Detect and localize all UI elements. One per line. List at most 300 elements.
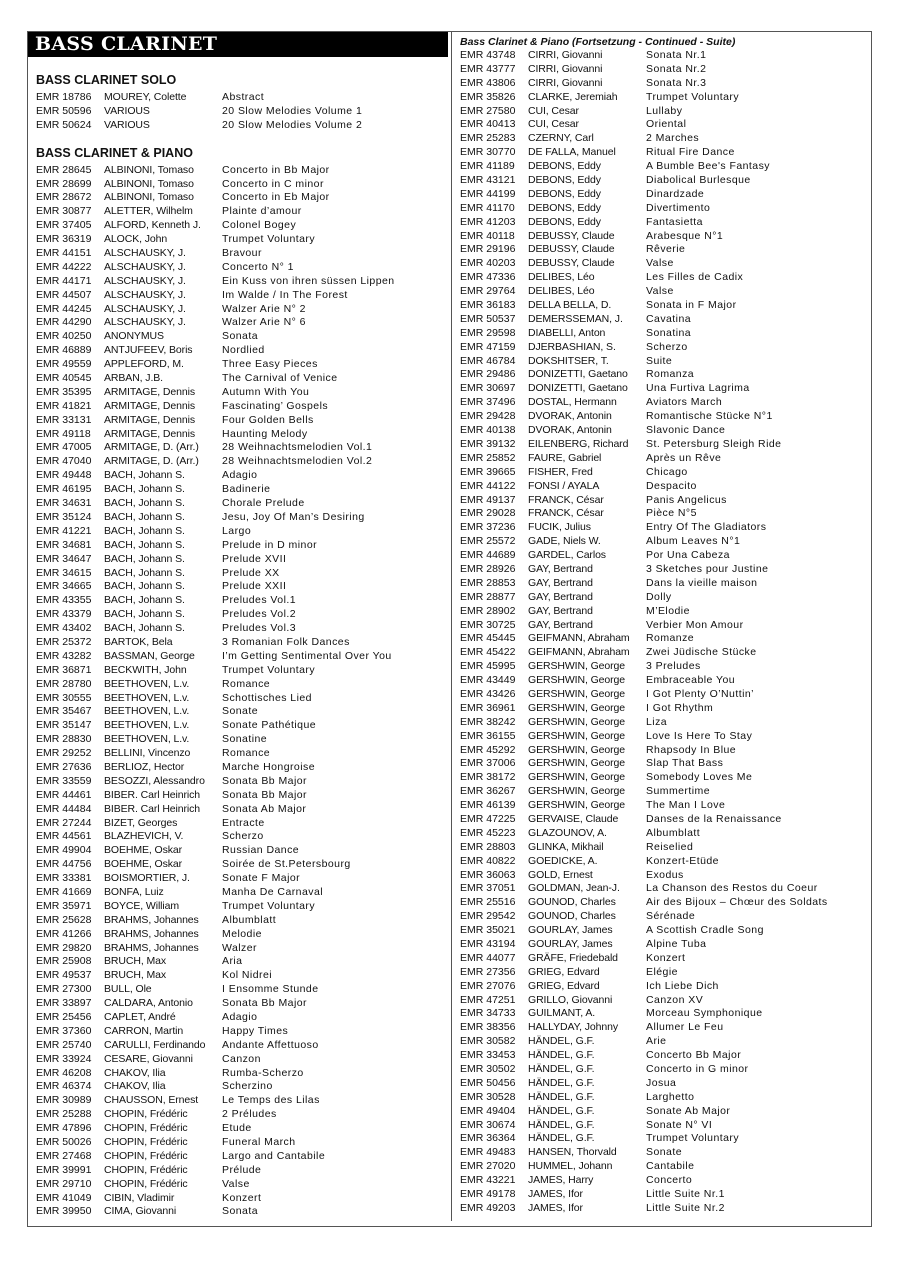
catalog-entry bbox=[36, 1192, 446, 1206]
catalog-number: EMR 37006 bbox=[460, 757, 516, 770]
work-title: Romantische Stücke N°1 bbox=[646, 410, 773, 423]
catalog-entry bbox=[460, 257, 870, 271]
catalog-number: EMR 47040 bbox=[36, 455, 92, 468]
work-title: Largo bbox=[222, 524, 252, 537]
composer: ALSCHAUSKY, J. bbox=[104, 260, 186, 273]
catalog-number: EMR 30697 bbox=[460, 382, 516, 395]
composer: GLAZOUNOV, A. bbox=[528, 826, 607, 839]
catalog-entry bbox=[460, 799, 870, 813]
work-title: Despacito bbox=[646, 479, 697, 492]
work-title: Scherzo bbox=[646, 340, 688, 353]
catalog-number: EMR 49559 bbox=[36, 358, 92, 371]
composer: GOEDICKE, A. bbox=[528, 854, 598, 867]
composer: DEBONS, Eddy bbox=[528, 160, 601, 173]
work-title: Sonata in F Major bbox=[646, 299, 737, 312]
catalog-entry bbox=[460, 910, 870, 924]
catalog-entry bbox=[460, 1021, 870, 1035]
work-title: Dinardzade bbox=[646, 187, 705, 200]
work-title: A Bumble Bee's Fantasy bbox=[646, 160, 770, 173]
catalog-entry bbox=[36, 386, 446, 400]
catalog-number: EMR 27020 bbox=[460, 1160, 516, 1173]
catalog-entry bbox=[460, 855, 870, 869]
composer: GAY, Bertrand bbox=[528, 604, 593, 617]
catalog-entry bbox=[460, 813, 870, 827]
catalog-entry bbox=[460, 382, 870, 396]
work-title: Walzer bbox=[222, 941, 257, 954]
catalog-number: EMR 35147 bbox=[36, 719, 92, 732]
catalog-number: EMR 44484 bbox=[36, 802, 92, 815]
work-title: Sonata Nr.1 bbox=[646, 49, 707, 61]
catalog-entry bbox=[36, 719, 446, 733]
catalog-number: EMR 34733 bbox=[460, 1007, 516, 1020]
composer: DEBUSSY, Claude bbox=[528, 229, 615, 242]
work-title: Sonata Nr.3 bbox=[646, 76, 707, 89]
catalog-number: EMR 35124 bbox=[36, 510, 92, 523]
catalog-entry bbox=[460, 63, 870, 77]
composer: GAY, Bertrand bbox=[528, 618, 593, 631]
catalog-entry bbox=[460, 952, 870, 966]
work-title: M’Elodie bbox=[646, 604, 690, 617]
catalog-entry bbox=[36, 580, 446, 594]
composer: BEETHOVEN, L.v. bbox=[104, 705, 190, 718]
catalog-entry bbox=[460, 1007, 870, 1021]
work-title: Valse bbox=[222, 1177, 250, 1190]
composer: CARRON, Martin bbox=[104, 1024, 184, 1037]
catalog-entry bbox=[460, 452, 870, 466]
catalog-number: EMR 50456 bbox=[460, 1076, 516, 1089]
work-title: Preludes Vol.2 bbox=[222, 608, 297, 621]
work-title: Prelude XXII bbox=[222, 580, 287, 593]
catalog-entry bbox=[460, 1119, 870, 1133]
composer: BRUCH, Max bbox=[104, 955, 167, 968]
work-title: St. Petersburg Sleigh Ride bbox=[646, 437, 782, 450]
catalog-entry bbox=[36, 1011, 446, 1025]
composer: GOURLAY, James bbox=[528, 924, 613, 937]
work-title: I Got Plenty O’Nuttin’ bbox=[646, 687, 754, 700]
composer: BOEHME, Oskar bbox=[104, 858, 183, 871]
composer: GEIFMANN, Abraham bbox=[528, 632, 630, 645]
composer: ALSCHAUSKY, J. bbox=[104, 274, 186, 287]
catalog-number: EMR 30582 bbox=[460, 1035, 516, 1048]
composer: CHOPIN, Frédéric bbox=[104, 1177, 188, 1190]
composer: DEBUSSY, Claude bbox=[528, 243, 615, 256]
composer: ALSCHAUSKY, J. bbox=[104, 316, 186, 329]
composer: GAY, Bertrand bbox=[528, 562, 593, 575]
piano-heading: BASS CLARINET & PIANO bbox=[36, 145, 193, 160]
catalog-entry bbox=[460, 744, 870, 758]
catalog-entry bbox=[460, 716, 870, 730]
work-title: Ich Liebe Dich bbox=[646, 979, 719, 992]
work-title: Concerto bbox=[646, 1174, 693, 1187]
catalog-number: EMR 36364 bbox=[460, 1132, 516, 1145]
catalog-entry bbox=[36, 1053, 446, 1067]
composer: ALSCHAUSKY, J. bbox=[104, 302, 186, 315]
work-title: Konzert bbox=[646, 951, 686, 964]
composer: CHOPIN, Frédéric bbox=[104, 1108, 188, 1121]
catalog-entry bbox=[36, 594, 446, 608]
catalog-entry bbox=[460, 1174, 870, 1188]
composer: ALETTER, Wilhelm bbox=[104, 205, 193, 218]
catalog-entry bbox=[460, 285, 870, 299]
composer: VARIOUS bbox=[104, 104, 150, 117]
composer: ARMITAGE, D. (Arr.) bbox=[104, 441, 199, 454]
composer: GRIEG, Edvard bbox=[528, 979, 600, 992]
column-divider bbox=[451, 31, 452, 1221]
catalog-number: EMR 36063 bbox=[460, 868, 516, 881]
catalog-number: EMR 28902 bbox=[460, 604, 516, 617]
catalog-number: EMR 44561 bbox=[36, 830, 92, 843]
composer: CIRRI, Giovanni bbox=[528, 62, 603, 75]
composer: BACH, Johann S. bbox=[104, 483, 185, 496]
catalog-entry bbox=[460, 494, 870, 508]
catalog-entry bbox=[460, 118, 870, 132]
catalog-entry bbox=[460, 1035, 870, 1049]
catalog-entry bbox=[36, 303, 446, 317]
catalog-entry bbox=[460, 230, 870, 244]
catalog-number: EMR 40118 bbox=[460, 229, 515, 242]
composer: CHAUSSON, Ernest bbox=[104, 1094, 199, 1107]
catalog-number: EMR 37236 bbox=[460, 521, 516, 534]
composer: GOUNOD, Charles bbox=[528, 910, 616, 923]
catalog-number: EMR 49448 bbox=[36, 469, 92, 482]
composer: GUILMANT, A. bbox=[528, 1007, 596, 1020]
composer: CHOPIN, Frédéric bbox=[104, 1149, 188, 1162]
composer: BACH, Johann S. bbox=[104, 510, 185, 523]
work-title: Danses de la Renaissance bbox=[646, 812, 782, 825]
composer: BIBER. Carl Heinrich bbox=[104, 788, 201, 801]
catalog-number: EMR 44077 bbox=[460, 951, 516, 964]
catalog-entry bbox=[460, 355, 870, 369]
work-title: Konzert bbox=[222, 1191, 262, 1204]
catalog-entry bbox=[460, 577, 870, 591]
catalog-number: EMR 33924 bbox=[36, 1052, 92, 1065]
work-title: Preludes Vol.1 bbox=[222, 594, 297, 607]
catalog-number: EMR 36155 bbox=[460, 729, 516, 742]
composer: DEMERSSEMAN, J. bbox=[528, 312, 623, 325]
composer: GLINKA, Mikhail bbox=[528, 840, 604, 853]
catalog-number: EMR 36267 bbox=[460, 785, 516, 798]
catalog-number: EMR 43121 bbox=[460, 174, 516, 187]
composer: BACH, Johann S. bbox=[104, 469, 185, 482]
work-title: A Scottish Cradle Song bbox=[646, 924, 764, 937]
catalog-number: EMR 41669 bbox=[36, 885, 92, 898]
catalog-entry bbox=[36, 705, 446, 719]
catalog-entry bbox=[460, 827, 870, 841]
catalog-entry bbox=[36, 1205, 446, 1219]
work-title: Sonate bbox=[222, 705, 258, 718]
composer: CAPLET, André bbox=[104, 1011, 176, 1023]
work-title: Sérénade bbox=[646, 910, 696, 923]
composer: BACH, Johann S. bbox=[104, 594, 185, 607]
composer: CHAKOV, Ilia bbox=[104, 1066, 166, 1079]
catalog-entry bbox=[36, 692, 446, 706]
catalog-number: EMR 30725 bbox=[460, 618, 516, 631]
composer: DEBONS, Eddy bbox=[528, 201, 601, 214]
catalog-number: EMR 28877 bbox=[460, 590, 516, 603]
catalog-number: EMR 41821 bbox=[36, 399, 92, 412]
composer: ARMITAGE, Dennis bbox=[104, 399, 195, 412]
catalog-number: EMR 39665 bbox=[460, 465, 516, 478]
work-title: Embraceable You bbox=[646, 674, 736, 687]
work-title: Fantasietta bbox=[646, 215, 703, 228]
catalog-entry bbox=[36, 872, 446, 886]
catalog-number: EMR 35971 bbox=[36, 899, 92, 912]
catalog-number: EMR 50596 bbox=[36, 104, 92, 117]
composer: CARULLI, Ferdinando bbox=[104, 1038, 206, 1051]
composer: GERSHWIN, George bbox=[528, 785, 626, 798]
work-title: Liza bbox=[646, 715, 668, 728]
catalog-entry bbox=[460, 1188, 870, 1202]
work-title: Trumpet Voluntary bbox=[222, 899, 316, 912]
catalog-number: EMR 44507 bbox=[36, 288, 92, 301]
catalog-entry bbox=[460, 271, 870, 285]
work-title: Sonata Ab Major bbox=[222, 802, 307, 815]
catalog-number: EMR 30989 bbox=[36, 1094, 92, 1107]
catalog-number: EMR 49404 bbox=[460, 1104, 516, 1117]
work-title: Slavonic Dance bbox=[646, 424, 726, 437]
composer: BERLIOZ, Hector bbox=[104, 760, 185, 773]
piano-list bbox=[36, 164, 446, 1220]
composer: HÄNDEL, G.F. bbox=[528, 1132, 595, 1145]
composer: JAMES, Harry bbox=[528, 1174, 594, 1187]
work-title: Entry Of The Gladiators bbox=[646, 521, 767, 534]
composer: ARMITAGE, Dennis bbox=[104, 427, 195, 440]
composer: CALDARA, Antonio bbox=[104, 997, 193, 1010]
catalog-entry bbox=[36, 928, 446, 942]
work-title: Sonata Bb Major bbox=[222, 788, 307, 801]
catalog-entry bbox=[460, 480, 870, 494]
catalog-number: EMR 25908 bbox=[36, 955, 92, 968]
work-title: Morceau Symphonique bbox=[646, 1007, 763, 1020]
catalog-number: EMR 29196 bbox=[460, 243, 516, 256]
work-title: Prelude XVII bbox=[222, 552, 287, 565]
catalog-entry bbox=[36, 1164, 446, 1178]
composer: DELIBES, Léo bbox=[528, 271, 595, 284]
catalog-entry bbox=[36, 608, 446, 622]
catalog-entry bbox=[36, 775, 446, 789]
catalog-number: EMR 40250 bbox=[36, 330, 92, 343]
catalog-entry bbox=[460, 174, 870, 188]
work-title: Larghetto bbox=[646, 1090, 695, 1103]
catalog-entry bbox=[460, 563, 870, 577]
catalog-entry bbox=[36, 914, 446, 928]
catalog-number: EMR 29764 bbox=[460, 285, 516, 298]
composer: DE FALLA, Manuel bbox=[528, 146, 616, 159]
catalog-number: EMR 18786 bbox=[36, 91, 92, 103]
composer: BRAHMS, Johannes bbox=[104, 927, 199, 940]
catalog-number: EMR 27244 bbox=[36, 816, 92, 829]
composer: BACH, Johann S. bbox=[104, 524, 185, 537]
catalog-number: EMR 29710 bbox=[36, 1177, 92, 1190]
work-title: Romanze bbox=[646, 632, 695, 645]
catalog-number: EMR 45445 bbox=[460, 632, 516, 645]
catalog-number: EMR 30674 bbox=[460, 1118, 516, 1131]
catalog-entry bbox=[460, 160, 870, 174]
catalog-entry bbox=[460, 1146, 870, 1160]
work-title: Etude bbox=[222, 1122, 252, 1135]
catalog-number: EMR 35467 bbox=[36, 705, 92, 718]
work-title: La Chanson des Restos du Coeur bbox=[646, 882, 818, 895]
composer: HÄNDEL, G.F. bbox=[528, 1063, 595, 1076]
catalog-number: EMR 39991 bbox=[36, 1163, 92, 1176]
composer: GERVAISE, Claude bbox=[528, 812, 619, 825]
work-title: I Ensomme Stunde bbox=[222, 983, 319, 996]
catalog-entry bbox=[460, 980, 870, 994]
catalog-number: EMR 27636 bbox=[36, 760, 92, 773]
work-title: Preludes Vol.3 bbox=[222, 622, 297, 635]
composer: ANTJUFEEV, Boris bbox=[104, 344, 193, 357]
catalog-number: EMR 30528 bbox=[460, 1090, 516, 1103]
composer: CIRRI, Giovanni bbox=[528, 76, 603, 89]
catalog-entry bbox=[460, 938, 870, 952]
catalog-number: EMR 29486 bbox=[460, 368, 516, 381]
work-title: Kol Nidrei bbox=[222, 969, 273, 982]
composer: BOEHME, Oskar bbox=[104, 844, 183, 857]
work-title: Diabolical Burlesque bbox=[646, 174, 751, 187]
catalog-number: EMR 43402 bbox=[36, 622, 92, 635]
work-title: Albumblatt bbox=[646, 826, 701, 839]
work-title: Soirée de St.Petersbourg bbox=[222, 858, 351, 871]
work-title: Aviators March bbox=[646, 396, 723, 409]
catalog-entry bbox=[460, 1077, 870, 1091]
work-title: Albumblatt bbox=[222, 913, 277, 926]
catalog-entry bbox=[36, 164, 446, 178]
catalog-entry bbox=[36, 942, 446, 956]
catalog-entry bbox=[36, 1025, 446, 1039]
catalog-number: EMR 44199 bbox=[460, 187, 516, 200]
catalog-number: EMR 43282 bbox=[36, 649, 92, 662]
catalog-number: EMR 29028 bbox=[460, 507, 516, 520]
composer: JAMES, Ifor bbox=[528, 1201, 583, 1214]
catalog-number: EMR 39132 bbox=[460, 437, 516, 450]
right-column bbox=[460, 35, 870, 1216]
catalog-number: EMR 50624 bbox=[36, 118, 92, 131]
composer: CIMA, Giovanni bbox=[104, 1205, 177, 1218]
catalog-entry bbox=[36, 91, 446, 105]
catalog-entry bbox=[36, 1094, 446, 1108]
catalog-number: EMR 33559 bbox=[36, 774, 92, 787]
composer: BACH, Johann S. bbox=[104, 497, 185, 510]
catalog-entry bbox=[460, 299, 870, 313]
composer: ALOCK, John bbox=[104, 233, 168, 246]
work-title: Walzer Arie N° 2 bbox=[222, 302, 306, 315]
work-title: Après un Rêve bbox=[646, 451, 722, 464]
catalog-number: EMR 45995 bbox=[460, 660, 516, 673]
catalog-number: EMR 44122 bbox=[460, 479, 516, 492]
work-title: Autumn With You bbox=[222, 385, 310, 398]
work-title: Divertimento bbox=[646, 201, 711, 214]
catalog-entry bbox=[36, 219, 446, 233]
catalog-entry bbox=[36, 636, 446, 650]
work-title: Trumpet Voluntary bbox=[646, 1132, 740, 1145]
catalog-number: EMR 46139 bbox=[460, 799, 516, 812]
composer: GEIFMANN, Abraham bbox=[528, 646, 630, 659]
catalog-entry bbox=[460, 660, 870, 674]
work-title: Canzon bbox=[222, 1052, 261, 1065]
composer: FAURE, Gabriel bbox=[528, 451, 602, 464]
catalog-entry bbox=[36, 205, 446, 219]
catalog-entry bbox=[460, 1091, 870, 1105]
work-title: Konzert-Etüde bbox=[646, 854, 719, 867]
work-title: Three Easy Pieces bbox=[222, 358, 318, 371]
work-title: Love Is Here To Stay bbox=[646, 729, 753, 742]
catalog-number: EMR 34665 bbox=[36, 580, 92, 593]
composer: BACH, Johann S. bbox=[104, 552, 185, 565]
catalog-entry bbox=[36, 761, 446, 775]
work-title: Por Una Cabeza bbox=[646, 549, 730, 562]
composer: BOYCE, William bbox=[104, 899, 180, 912]
catalog-entry bbox=[460, 757, 870, 771]
catalog-entry bbox=[36, 733, 446, 747]
catalog-number: EMR 36871 bbox=[36, 663, 92, 676]
work-title: Reiselied bbox=[646, 840, 694, 853]
work-title: Sonatina bbox=[646, 326, 692, 339]
composer: GERSHWIN, George bbox=[528, 701, 626, 714]
work-title: 3 Romanian Folk Dances bbox=[222, 635, 350, 648]
composer: GERSHWIN, George bbox=[528, 729, 626, 742]
catalog-number: EMR 44689 bbox=[460, 549, 516, 562]
work-title: Trumpet Voluntary bbox=[222, 233, 316, 246]
catalog-number: EMR 49537 bbox=[36, 969, 92, 982]
composer: GERSHWIN, George bbox=[528, 743, 626, 756]
catalog-number: EMR 47159 bbox=[460, 340, 516, 353]
catalog-entry bbox=[460, 49, 870, 63]
work-title: Cantabile bbox=[646, 1160, 695, 1173]
catalog-number: EMR 25288 bbox=[36, 1108, 92, 1121]
work-title: Melodie bbox=[222, 927, 262, 940]
catalog-entry bbox=[460, 507, 870, 521]
work-title: Verbier Mon Amour bbox=[646, 618, 744, 631]
composer: CESARE, Giovanni bbox=[104, 1052, 193, 1065]
catalog-number: EMR 25456 bbox=[36, 1011, 92, 1023]
catalog-number: EMR 45223 bbox=[460, 826, 516, 839]
composer: GERSHWIN, George bbox=[528, 660, 626, 673]
composer: ALSCHAUSKY, J. bbox=[104, 288, 186, 301]
composer: FUCIK, Julius bbox=[528, 521, 591, 534]
catalog-entry bbox=[36, 178, 446, 192]
composer: BARTOK, Bela bbox=[104, 635, 173, 648]
catalog-entry bbox=[36, 511, 446, 525]
catalog-number: EMR 29252 bbox=[36, 747, 92, 760]
catalog-number: EMR 28853 bbox=[460, 576, 516, 589]
catalog-entry bbox=[460, 396, 870, 410]
composer: GOUNOD, Charles bbox=[528, 896, 616, 909]
composer: ANONYMUS bbox=[104, 330, 164, 343]
catalog-entry bbox=[460, 549, 870, 563]
work-title: Elégie bbox=[646, 965, 678, 978]
catalog-entry bbox=[36, 622, 446, 636]
work-title: Prelude XX bbox=[222, 566, 280, 579]
work-title: Little Suite Nr.2 bbox=[646, 1201, 725, 1214]
catalog-entry bbox=[36, 817, 446, 831]
catalog-entry bbox=[36, 886, 446, 900]
catalog-entry bbox=[460, 730, 870, 744]
catalog-number: EMR 41049 bbox=[36, 1191, 92, 1204]
catalog-number: EMR 43449 bbox=[460, 674, 516, 687]
catalog-number: EMR 47005 bbox=[36, 441, 92, 454]
composer: EILENBERG, Richard bbox=[528, 437, 629, 450]
catalog-number: EMR 44222 bbox=[36, 260, 92, 273]
composer: BRUCH, Max bbox=[104, 969, 167, 982]
work-title: Badinerie bbox=[222, 483, 271, 496]
catalog-number: EMR 43777 bbox=[460, 62, 516, 75]
catalog-entry bbox=[460, 632, 870, 646]
work-title: Sonate F Major bbox=[222, 872, 301, 885]
work-title: Valse bbox=[646, 285, 674, 298]
composer: BACH, Johann S. bbox=[104, 580, 185, 593]
work-title: Im Walde / In The Forest bbox=[222, 288, 348, 301]
composer: DOKSHITSER, T. bbox=[528, 354, 609, 367]
